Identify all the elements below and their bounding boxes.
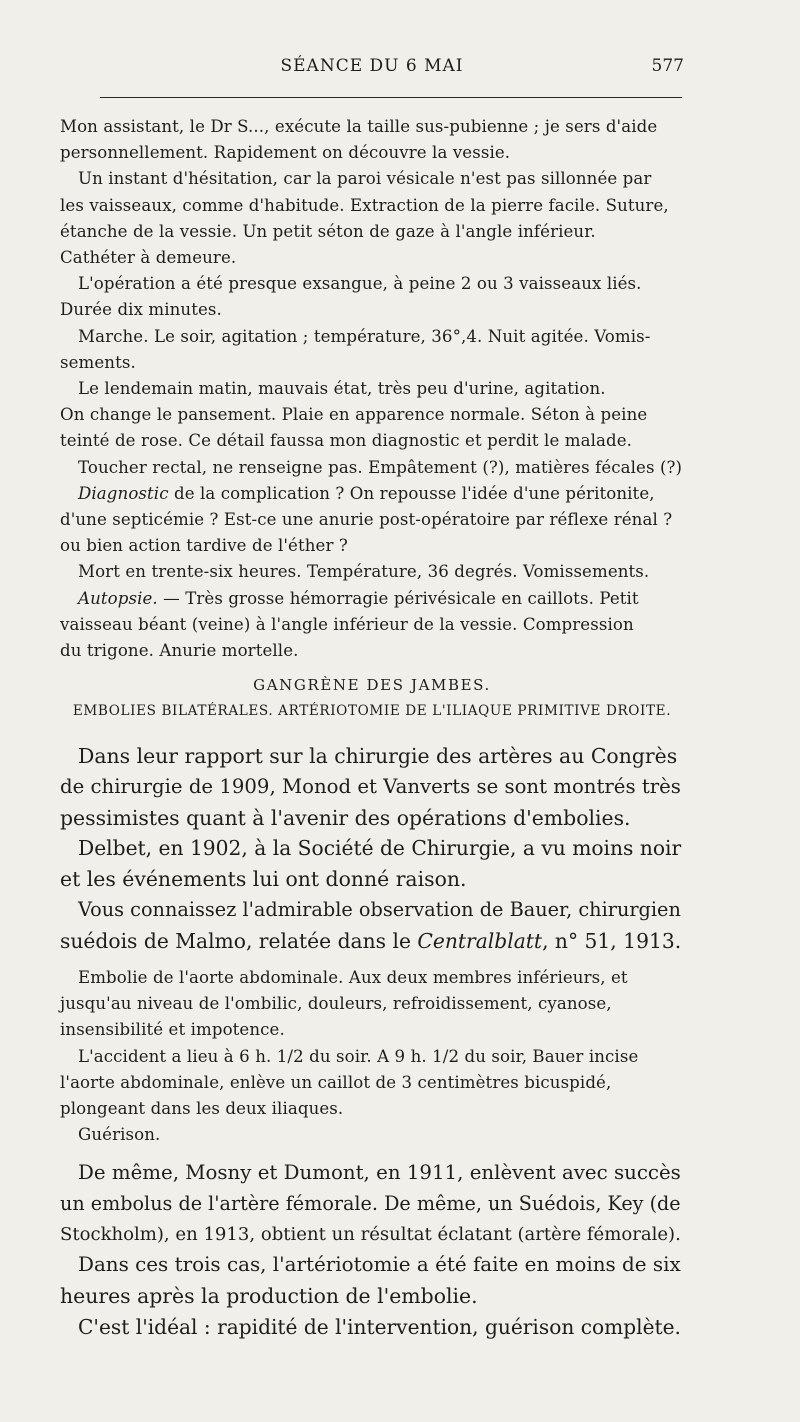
text-line: sements. [60,352,136,372]
text-line: Toucher rectal, ne renseigne pas. Empâtement (?), matières fécales (?) [78,457,683,477]
text-line: Embolie de l'aorte abdominale. Aux deux membres inférieurs, et [78,968,628,987]
text-line: Mon assistant, le Dr S..., exécute la taille sus-pubienne ; je sers d'aide [60,117,658,136]
text-line: d'une septicémie ? Est-ce une anurie post-opératoire par réflexe rénal ? [60,510,673,530]
text-line: plongeant dans les deux iliaques. [60,1099,344,1119]
text-line: Le lendemain matin, mauvais état, très peu d'urine, agitation. [78,379,606,399]
text-line [60,481,684,507]
text-line: Guérison. [78,1125,161,1145]
text-line [60,586,684,612]
text-line: teinté de rose. Ce détail faussa mon diagnostic et perdit le malade. [60,431,632,451]
page-number: 577 [651,56,684,76]
text-line: l'aorte abdominale, enlève un caillot de 3 centimètres bicuspidé, [60,1072,612,1092]
text-line: L'opération a été presque exsangue, à peine 2 ou 3 vaisseaux liés. [78,274,642,294]
text-line: Durée dix minutes. [60,300,222,320]
journal-reference: , n° 51, 1913. [542,928,682,953]
text-line: étanche de la vessie. Un petit séton de gaze à l'angle inférieur. [60,221,596,241]
text-line: du trigone. Anurie mortelle. [60,641,299,661]
running-head-title: SÉANCE DU 6 MAI [280,56,464,76]
text-line: Stockholm), en 1913, obtient un résultat éclatant (artère fémorale). [60,1223,681,1245]
text-line: vaisseau béant (veine) à l'angle inférieur de la vessie. Compression [60,614,634,634]
text-line: pessimistes quant à l'avenir des opérations d'embolies. [60,805,631,830]
text-line: personnellement. Rapidement on découvre la vessie. [60,143,511,163]
text-line: Un instant d'hésitation, car la paroi vésicale n'est pas sillonnée par [78,169,652,189]
text-line: et les événements lui ont donné raison. [60,867,467,892]
text-line: de chirurgie de 1909, Monod et Vanverts se sont montrés très [60,774,681,798]
text-line: C'est l'idéal : rapidité de l'intervention, guérison complète. [78,1314,681,1339]
text-line-start: suédois de Malmo, relatée dans le [60,928,418,953]
text-line: les vaisseaux, comme d'habitude. Extraction de la pierre facile. Suture, [60,195,669,215]
text-line: Dans ces trois cas, l'artériotomie a été faite en moins de six [78,1253,681,1277]
text-line-rest: de la complication ? On repousse l'idée d'une péritonite, [173,483,655,503]
text-line: Vous connaissez l'admirable observation de Bauer, chirurgien [78,897,681,921]
header-rule [100,97,682,98]
diagnostic-label: Diagnostic [78,483,169,503]
text-line-rest: — Très grosse hémorragie périvésicale en caillots. Petit [157,588,639,608]
text-line: Delbet, en 1902, à la Société de Chirurgie, a vu moins noir [78,836,682,861]
text-line: De même, Mosny et Dumont, en 1911, enlèvent avec succès [78,1161,681,1184]
autopsie-label: Autopsie. [78,588,158,608]
discussion-paragraph-1 [60,741,684,957]
case-report-1 [60,114,684,664]
text-line: Dans leur rapport sur la chirurgie des artères au Congrès [78,744,678,768]
running-head [60,56,684,86]
text-line: jusqu'au niveau de l'ombilic, douleurs, refroidissement, cyanose, [60,994,612,1014]
text-line: un embolus de l'artère fémorale. De même, un Suédois, Key (de [60,1191,681,1215]
text-line: On change le pansement. Plaie en apparence normale. Séton à peine [60,405,648,425]
text-line: L'accident a lieu à 6 h. 1/2 du soir. A 9 h. 1/2 du soir, Bauer incise [78,1046,639,1066]
text-line [60,926,684,957]
case-report-2 [60,965,684,1148]
text-line: Mort en trente-six heures. Température, 36 degrés. Vomissements. [78,562,650,582]
discussion-paragraph-2 [60,1158,684,1343]
section-subheading: EMBOLIES BILATÉRALES. ARTÉRIOTOMIE DE L'ILIAQUE PRIMITIVE DROITE. [72,703,672,719]
journal-title: Centralblatt [417,928,543,953]
text-line: ou bien action tardive de l'éther ? [60,536,348,556]
text-line: Marche. Le soir, agitation ; température, 36°,4. Nuit agitée. Vomis- [78,326,651,346]
section-heading: GANGRÈNE DES JAMBES. [253,676,491,694]
text-line: Cathéter à demeure. [60,248,237,268]
text-line: heures après la production de l'embolie. [60,1284,478,1309]
text-line: insensibilité et impotence. [60,1020,285,1040]
